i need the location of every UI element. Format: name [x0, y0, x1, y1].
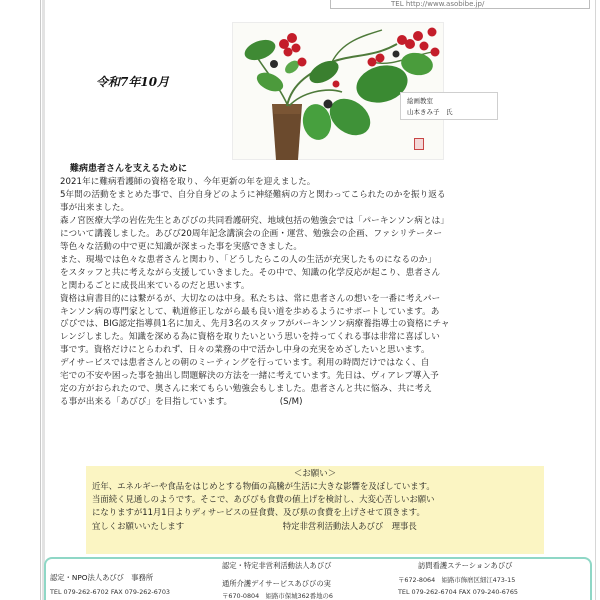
artist-seal-stamp [414, 138, 424, 150]
article-line: 資格は肩書目的には繋がるが、大切なのは中身。私たちは、常に患者さんの想いを一番に考えパー [60, 293, 441, 304]
article-line: る事が出来る「あびび」を目指しています。 (S/M) [60, 397, 303, 408]
article-line: 森ノ宮医療大学の岩佐先生とあびびの共同看護研究、地域包括の勉強会では「パーキンソン病とは」 [60, 215, 449, 226]
footer-office-name: 認定・NPO法人あびび 事務所 [50, 573, 154, 582]
notice-line: 当面続く見通しのようです。そこで、あびびも食費の値上げを検討し、大変心苦しいお願い [92, 494, 435, 505]
article-line: デイサービスでは患者さんとの朝のミーティングを行っています。利用の時間だけではなく、自 [60, 358, 430, 369]
article [60, 163, 564, 409]
footer-dayservice-name: 通所介護デイサービスあびびの実 [222, 579, 331, 588]
notice-signature: 特定非営利活動法人あびび 理事長 [282, 520, 417, 531]
header-contact-text: TEL http://www.asobibe.jp/ [391, 0, 485, 8]
article-line: 事が出来ました。 [60, 202, 130, 213]
watercolor-painting [232, 22, 444, 160]
footer-office-tel: TEL 079-262-6702 FAX 079-262-6703 [50, 588, 170, 596]
article-line: と関わるごとに成長出来ているのだと思います。 [60, 280, 250, 291]
caption-artist: 山本きみ子 氏 [407, 108, 453, 116]
footer-nursing-tel: TEL 079-262-6704 FAX 079-240-6765 [398, 588, 518, 596]
article-body [60, 176, 564, 409]
footer [44, 557, 592, 600]
article-line: 宅での不安や困った事を抽出し問題解決の方法を一緒に考えています。先日は、ヴィアレプ導入予 [60, 371, 439, 382]
plant-illustration [232, 22, 444, 160]
footer-nursing-name: 訪問看護ステーションあびび [418, 561, 513, 570]
notice-signoff [86, 520, 544, 533]
article-line: キンソン病の専門家として、軌道修正しながら最も良い道を歩めるようにサポートしています。あ [60, 306, 440, 317]
article-line: また、現場では色々な患者さんと関わり、「どうしたらこの人の生活が充実したものになるのか」 [60, 254, 437, 265]
footer-nursing-address: 〒672-8064 姫路市飾磨区細江473-15 [398, 576, 516, 584]
article-line: びびでは、BIG認定指導員1名に加え、先月3名のスタッフがパーキンソン病療養指導士の資格にチャ [60, 319, 450, 330]
notice-line: になりますが11月1日よりディサービスの昼食費、及び県の食費を上げさせて頂きます。 [92, 507, 425, 518]
article-line: 事です。資格だけにとらわれず、日々の業務の中で活かし中身の充実をめざしたいと思います。 [60, 345, 430, 356]
notice-line: 近年、エネルギーや食品をはじめとする物価の高騰が生活に大きな影響を及ぼしています。 [92, 481, 435, 491]
article-line: レンジしました。知識を深める為に資格を取りたいという思いを持ってくれる事は非常に喜ばしい [60, 332, 440, 343]
footer-dayservice-address: 〒670-0804 姫路市保城362番地の6 [222, 592, 333, 600]
footer-center-title: 認定・特定非営利活動法人あびび [222, 561, 332, 570]
caption-class: 絵画教室 [407, 97, 433, 105]
article-line: について講義しました。あびび20周年記念講演会の企画・運営、勉強会の企画、ファシリテーター [60, 228, 443, 239]
notice-closing: 宜しくお願いいたします [92, 520, 185, 531]
header-contact-strip [330, 0, 590, 9]
notice-title: ＜お願い＞ [293, 469, 337, 479]
article-title: 難病患者さんを支えるために [70, 164, 188, 174]
article-line: 定の方がおられたので、奥さんに来てもらい勉強会もしました。患者さんと共に悩み、共に考え [60, 384, 433, 395]
article-line: 2021年に難病看護師の資格を取り、今年更新の年を迎えました。 [60, 177, 316, 187]
notice-box [86, 466, 544, 554]
article-line: 5年間の活動をまとめた事で、自分自身どのように神経難病の方と関わってこられたのかを振り返る [60, 189, 446, 200]
article-line: をスタッフと共に考えながら支援していきました。その中で、知識の化学反応が起こり、患者さん [60, 267, 441, 278]
issue-date: 令和7年10月 [96, 75, 170, 89]
binding-strip [42, 0, 45, 600]
painting-caption [400, 92, 498, 120]
article-line: 等色々な活動の中で更に知識が深まった事を実感できました。 [60, 241, 303, 252]
